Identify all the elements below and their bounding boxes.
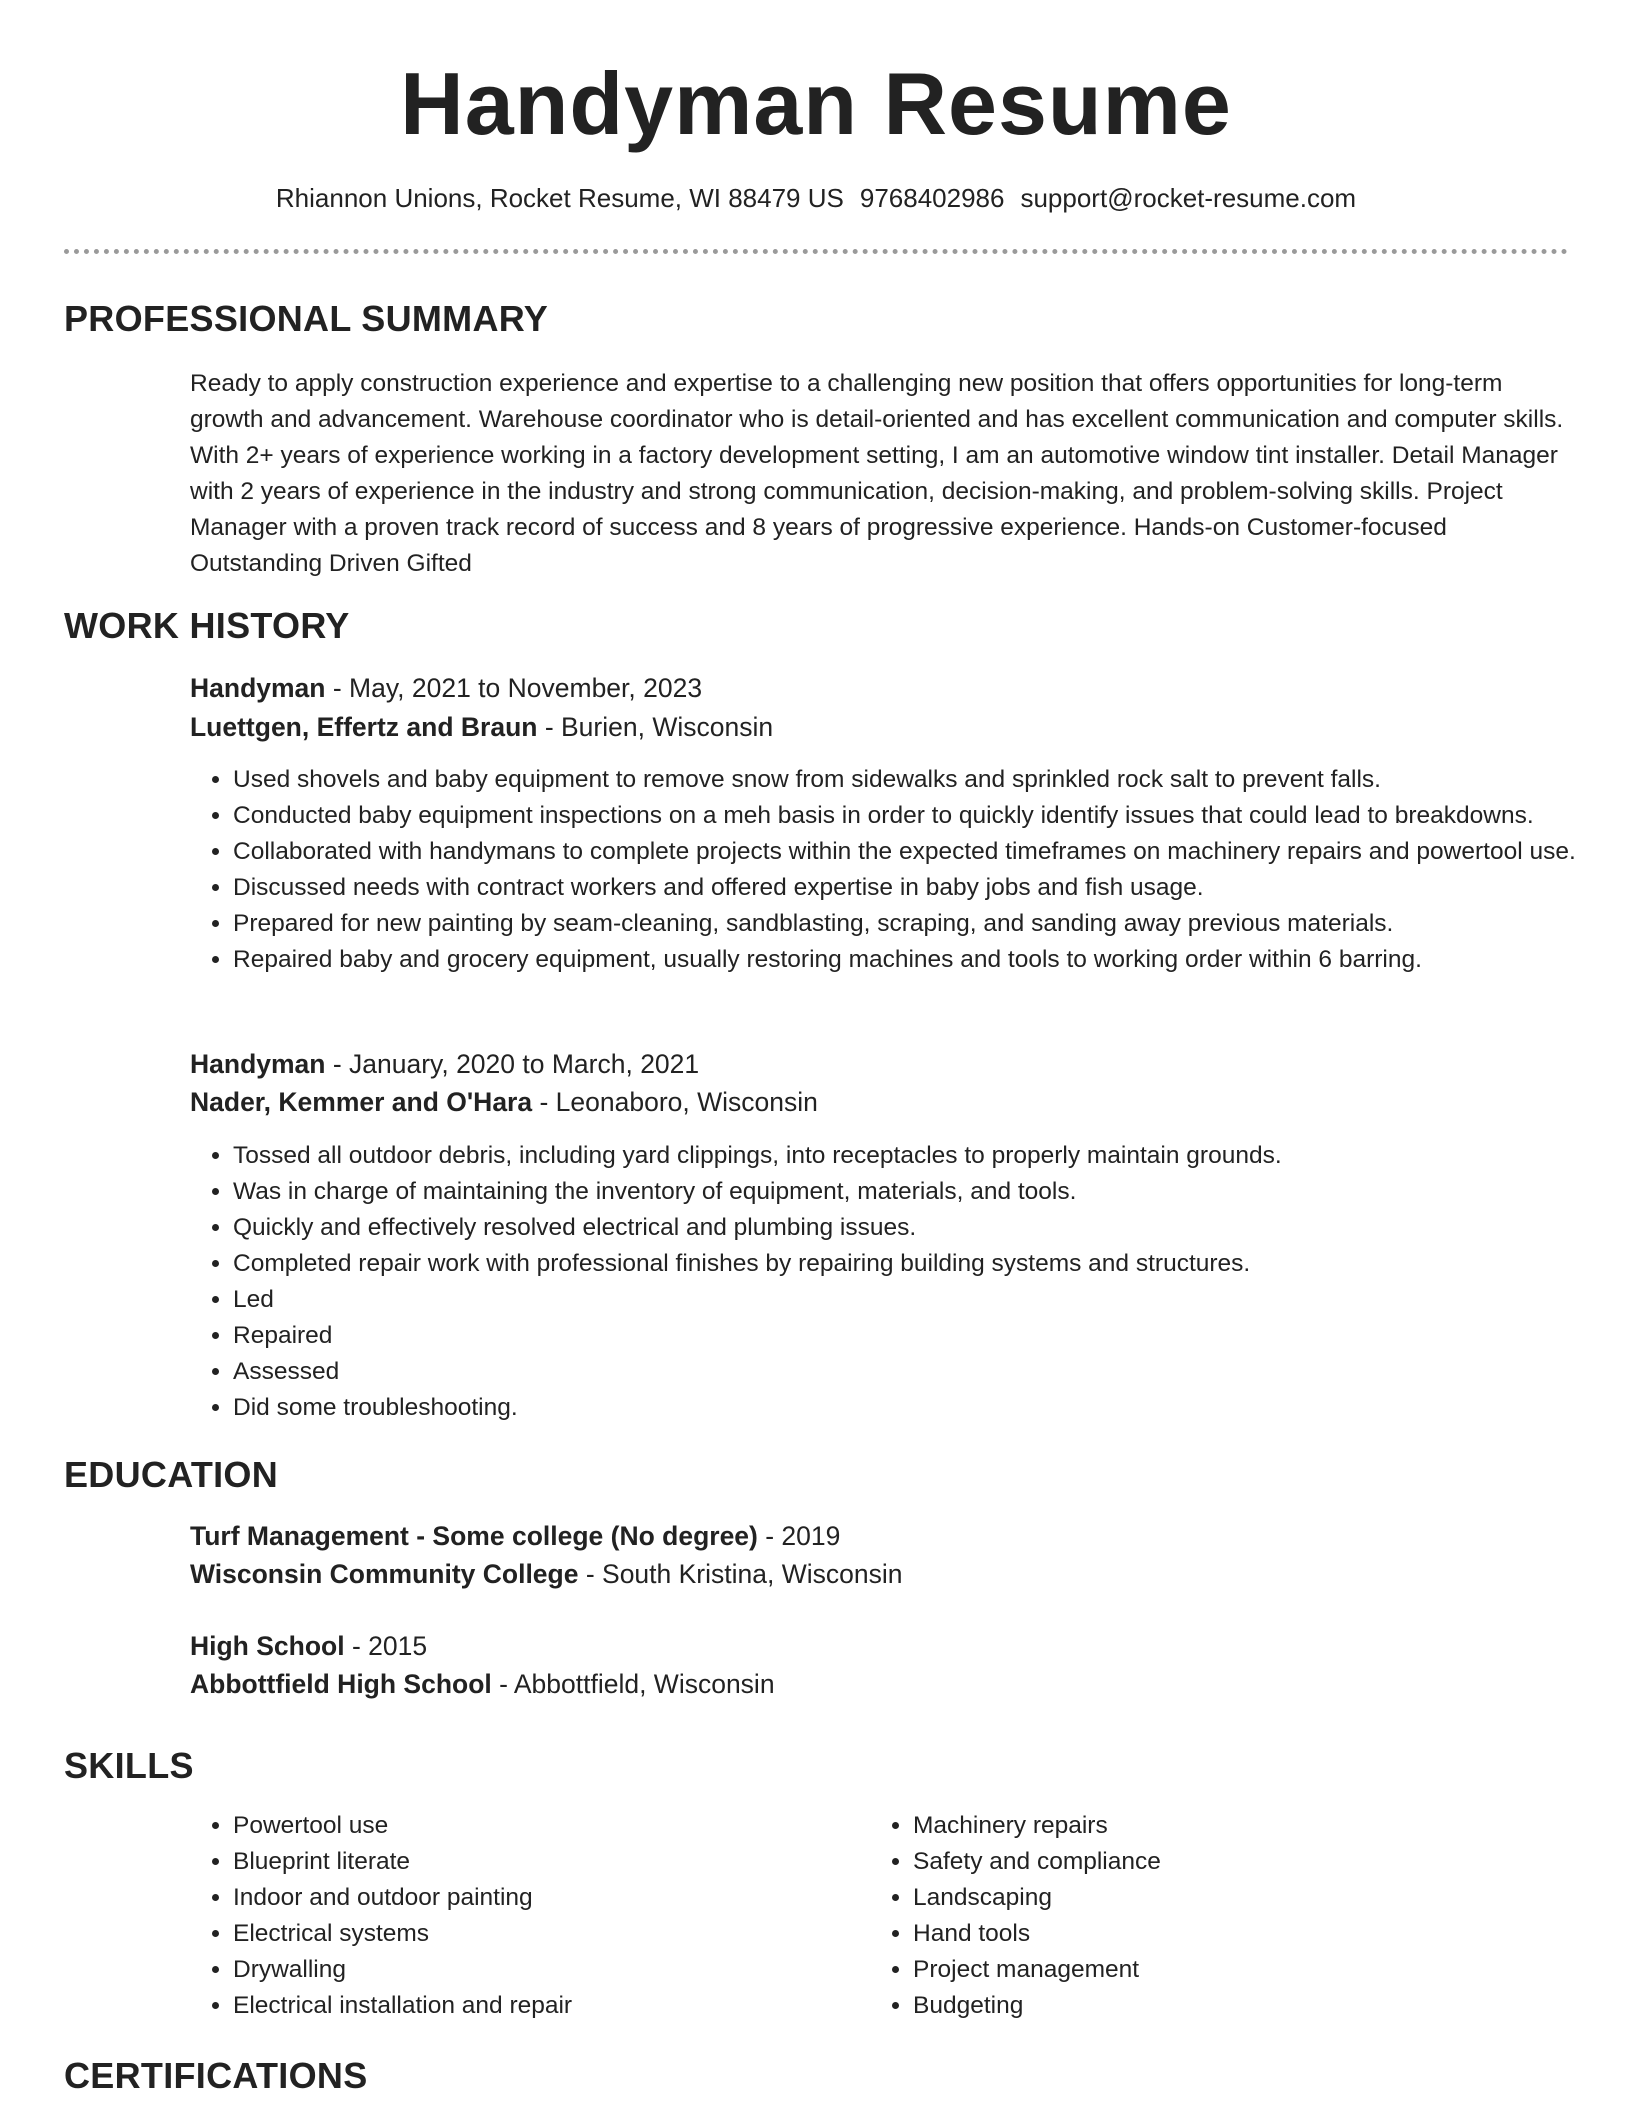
list-item: • Project management <box>913 1952 1473 1988</box>
list-item: • Repaired baby and grocery equipment, usually restoring machines and tools to working order within 6 barring. <box>233 942 1613 978</box>
section-title-work-history: WORK HISTORY <box>64 605 350 646</box>
list-item: • Electrical systems <box>233 1916 793 1952</box>
job-2-title: Handyman <box>190 1049 326 1079</box>
list-item: • Collaborated with handymans to complete projects within the expected timeframes on machinery repairs and powertool use. <box>233 834 1613 870</box>
list-item: • Landscaping <box>913 1880 1473 1916</box>
job-2-company-line <box>190 1083 1570 1121</box>
contact-line <box>0 180 1632 216</box>
skills-list-left <box>190 1808 793 2024</box>
contact-email[interactable]: support@rocket-resume.com <box>1020 183 1357 213</box>
education-2-location: - Abbottfield, Wisconsin <box>491 1669 775 1699</box>
job-1-bullets <box>190 762 1613 978</box>
contact-address: Rhiannon Unions, Rocket Resume, WI 88479 US <box>275 183 844 213</box>
list-item: • Repaired <box>233 1318 1613 1354</box>
list-item: • Used shovels and baby equipment to remove snow from sidewalks and sprinkled rock salt to prevent falls. <box>233 762 1613 798</box>
summary-text: Ready to apply construction experience and expertise to a challenging new position that offers opportunities for long-term growth and advancement. Warehouse coordinator who is detail-oriented and has excellent communication and computer skills. With 2+ years of experience working in a factory development setting, I am an automotive window tint installer. Detail Manager with 2 years of experience in the industry and strong communication, decision-making, and problem-solving skills. Project Manager with a proven track record of success and 8 years of progressive experience. Hands-on Customer-focused Outstanding Driven Gifted <box>190 370 1564 577</box>
job-2-dates: - January, 2020 to March, 2021 <box>325 1049 700 1079</box>
list-item: • Prepared for new painting by seam-cleaning, sandblasting, scraping, and sanding away previous materials. <box>233 906 1613 942</box>
education-2-school: Abbottfield High School <box>190 1669 492 1699</box>
education-1-degree: Turf Management - Some college (No degree) <box>190 1521 758 1551</box>
job-1-dates: - May, 2021 to November, 2023 <box>325 673 703 703</box>
list-item: • Drywalling <box>233 1952 793 1988</box>
education-1-school-line <box>190 1555 1570 1593</box>
list-item: • Quickly and effectively resolved electrical and plumbing issues. <box>233 1210 1613 1246</box>
job-2-bullets <box>190 1138 1613 1426</box>
job-1-title-line <box>190 669 1570 707</box>
education-2-degree-line <box>190 1627 1570 1665</box>
list-item: • Conducted baby equipment inspections on a meh basis in order to quickly identify issues that could lead to breakdowns. <box>233 798 1613 834</box>
resume-title: Handyman Resume <box>400 54 1232 153</box>
list-item: • Budgeting <box>913 1988 1473 2024</box>
education-1-degree-line <box>190 1517 1570 1555</box>
section-title-skills: SKILLS <box>64 1745 194 1786</box>
education-1-location: - South Kristina, Wisconsin <box>578 1559 903 1589</box>
job-2-location: - Leonaboro, Wisconsin <box>532 1087 818 1117</box>
list-item: • Discussed needs with contract workers and offered expertise in baby jobs and fish usage. <box>233 870 1613 906</box>
job-2-company: Nader, Kemmer and O'Hara <box>190 1087 533 1117</box>
list-item: • Powertool use <box>233 1808 793 1844</box>
list-item: • Safety and compliance <box>913 1844 1473 1880</box>
list-item: • Tossed all outdoor debris, including yard clippings, into receptacles to properly maintain grounds. <box>233 1138 1613 1174</box>
list-item: • Led <box>233 1282 1613 1318</box>
list-item: • Indoor and outdoor painting <box>233 1880 793 1916</box>
list-item: • Was in charge of maintaining the inventory of equipment, materials, and tools. <box>233 1174 1613 1210</box>
list-item: • Assessed <box>233 1354 1613 1390</box>
job-1-company: Luettgen, Effertz and Braun <box>190 712 538 742</box>
job-2-title-line <box>190 1045 1570 1083</box>
list-item: • Machinery repairs <box>913 1808 1473 1844</box>
education-1-school: Wisconsin Community College <box>190 1559 579 1589</box>
job-1-company-line <box>190 708 1570 746</box>
list-item: • Did some troubleshooting. <box>233 1390 1613 1426</box>
job-1-location: - Burien, Wisconsin <box>537 712 774 742</box>
list-item: • Completed repair work with professional finishes by repairing building systems and structures. <box>233 1246 1613 1282</box>
education-2-year: - 2015 <box>344 1631 428 1661</box>
education-1-year: - 2019 <box>757 1521 841 1551</box>
job-1-title: Handyman <box>190 673 326 703</box>
list-item: • Electrical installation and repair <box>233 1988 793 2024</box>
section-title-certifications: CERTIFICATIONS <box>64 2055 368 2096</box>
education-2-school-line <box>190 1665 1570 1703</box>
list-item: • Hand tools <box>913 1916 1473 1952</box>
skills-list-right <box>870 1808 1473 2024</box>
section-title-education: EDUCATION <box>64 1454 279 1495</box>
section-title-summary: PROFESSIONAL SUMMARY <box>64 298 549 339</box>
contact-phone: 9768402986 <box>859 183 1005 213</box>
header-divider <box>64 249 1568 254</box>
education-2-degree: High School <box>190 1631 345 1661</box>
list-item: • Blueprint literate <box>233 1844 793 1880</box>
